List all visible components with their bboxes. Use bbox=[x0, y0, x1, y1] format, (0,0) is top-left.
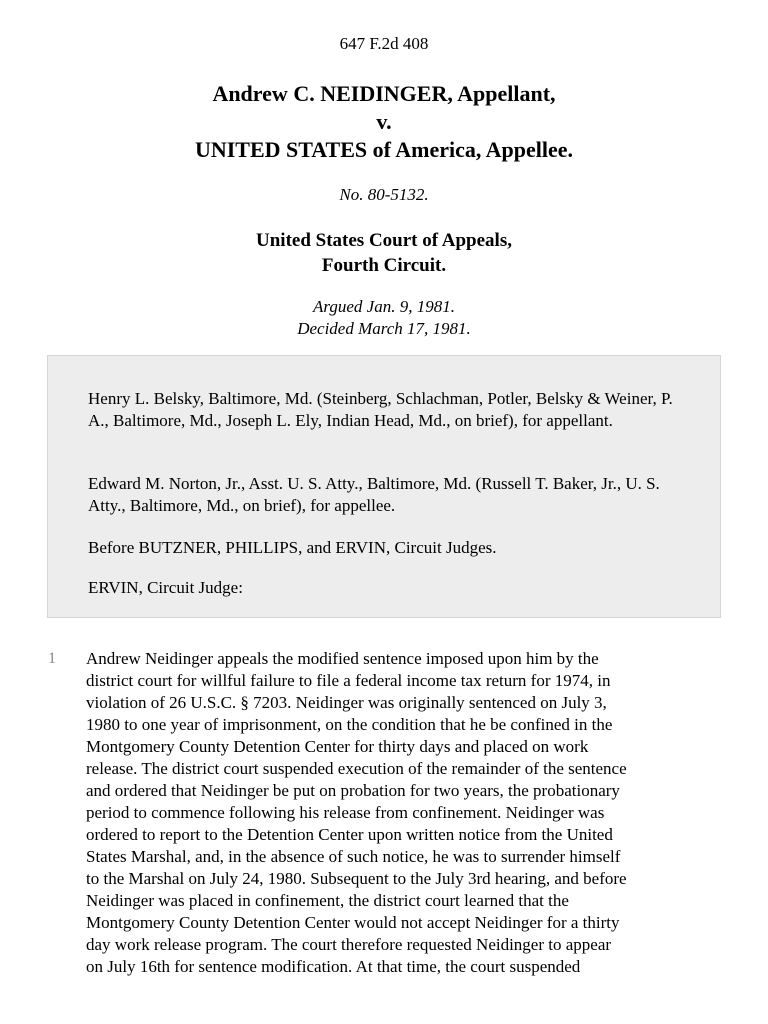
court-name bbox=[0, 228, 768, 278]
decision-dates bbox=[0, 296, 768, 340]
opinion-line: ordered to report to the Detention Center upon written notice from the United bbox=[86, 825, 613, 844]
caption-appellant: Andrew C. NEIDINGER, Appellant, bbox=[212, 81, 556, 106]
counsel-appellant: Henry L. Belsky, Baltimore, Md. (Steinberg, Schlachman, Potler, Belsky & Weiner, P. A., Baltimore, Md., Joseph L. Ely, Indian Head, Md., on brief), for appellant. bbox=[88, 389, 673, 430]
paragraph-number: 1 bbox=[48, 650, 56, 667]
case-caption bbox=[0, 80, 768, 164]
opinion-line: on July 16th for sentence modification. At that time, the court suspended bbox=[86, 957, 581, 976]
counsel-box bbox=[47, 355, 721, 618]
opinion-line: Andrew Neidinger appeals the modified sentence imposed upon him by the bbox=[86, 649, 599, 668]
opinion-line: violation of 26 U.S.C. § 7203. Neidinger was originally sentenced on July 3, bbox=[86, 693, 607, 712]
opinion-line: Montgomery County Detention Center would not accept Neidinger for a thirty bbox=[86, 913, 620, 932]
court-name-line2: Fourth Circuit. bbox=[321, 255, 447, 276]
opinion-line: Montgomery County Detention Center for thirty days and placed on work bbox=[86, 737, 589, 756]
panel-judges: Before BUTZNER, PHILLIPS, and ERVIN, Circuit Judges. bbox=[88, 538, 497, 557]
docket-number: No. 80-5132. bbox=[339, 185, 429, 204]
counsel-appellee: Edward M. Norton, Jr., Asst. U. S. Atty., Baltimore, Md. (Russell T. Baker, Jr., U. S. Atty., Baltimore, Md., on brief), for appellee. bbox=[88, 474, 660, 515]
opinion-line: district court for willful failure to file a federal income tax return for 1974, in bbox=[86, 671, 611, 690]
opinion-line: 1980 to one year of imprisonment, on the condition that he be confined in the bbox=[86, 715, 613, 734]
citation: 647 F.2d 408 bbox=[339, 34, 429, 53]
caption-appellee: UNITED STATES of America, Appellee. bbox=[194, 137, 574, 162]
decided-date: Decided March 17, 1981. bbox=[297, 319, 471, 338]
opinion-line: to the Marshal on July 24, 1980. Subsequent to the July 3rd hearing, and before bbox=[86, 869, 627, 888]
opinion-line: day work release program. The court therefore requested Neidinger to appear bbox=[86, 935, 612, 954]
opinion-paragraph bbox=[86, 648, 726, 978]
opinion-author: ERVIN, Circuit Judge: bbox=[88, 578, 243, 597]
opinion-line: States Marshal, and, in the absence of such notice, he was to surrender himself bbox=[86, 847, 621, 866]
court-name-line1: United States Court of Appeals, bbox=[256, 230, 512, 251]
opinion-line: period to commence following his release from confinement. Neidinger was bbox=[86, 803, 605, 822]
opinion-line: release. The district court suspended execution of the remainder of the sentence bbox=[86, 759, 627, 778]
opinion-line: and ordered that Neidinger be put on probation for two years, the probationary bbox=[86, 781, 620, 800]
caption-versus: v. bbox=[376, 109, 392, 134]
opinion-line: Neidinger was placed in confinement, the district court learned that the bbox=[86, 891, 569, 910]
argued-date: Argued Jan. 9, 1981. bbox=[313, 297, 455, 316]
